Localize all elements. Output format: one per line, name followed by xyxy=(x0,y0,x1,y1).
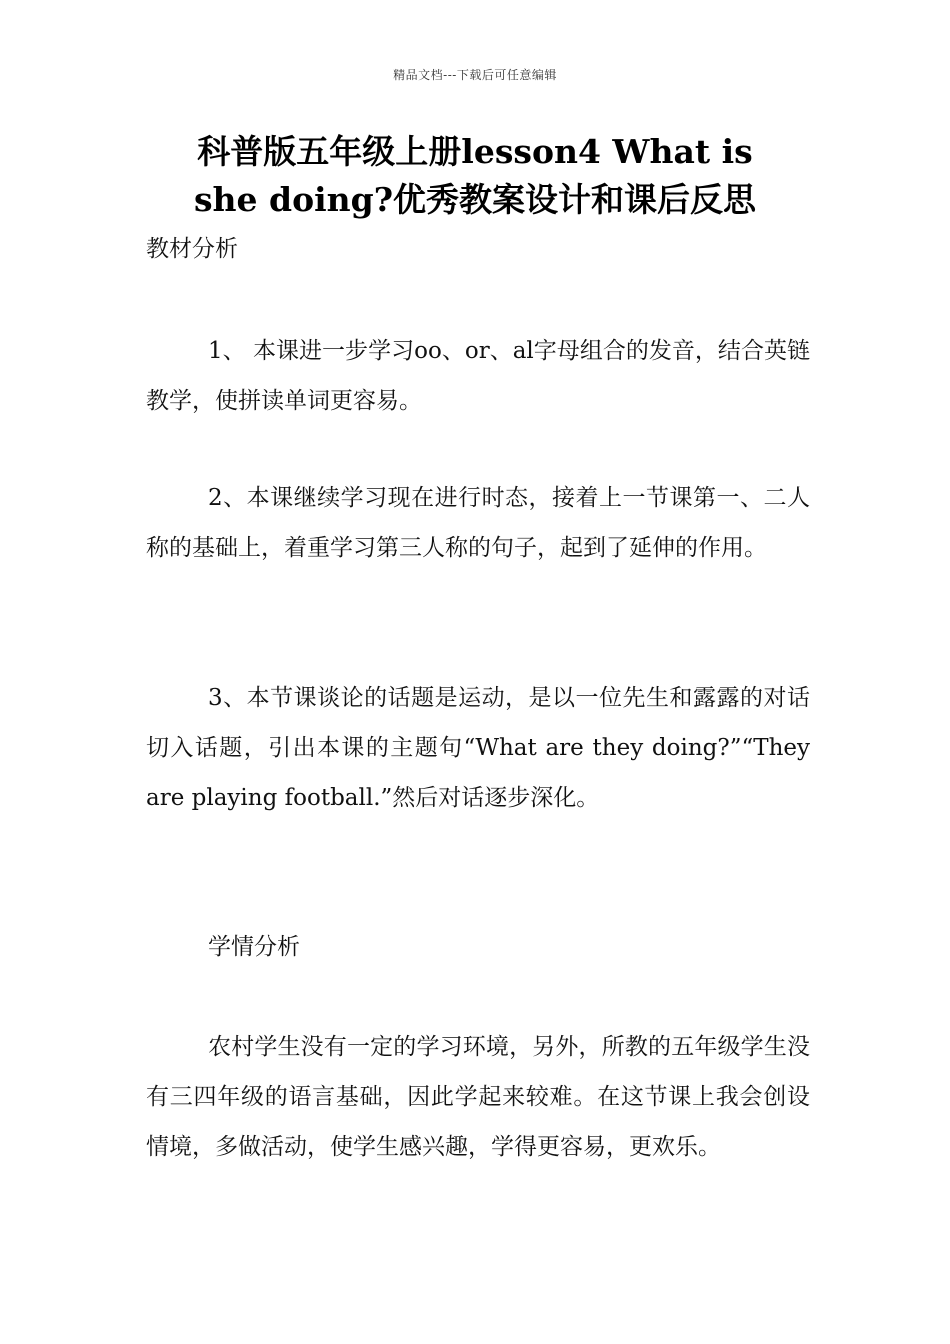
textbook-analysis-heading: 教材分析 xyxy=(146,236,238,262)
title-line-1: 科普版五年级上册lesson4 What is xyxy=(197,132,753,171)
header-note: 精品文档---下载后可任意编辑 xyxy=(393,68,557,82)
student-analysis-heading: 学情分析 xyxy=(208,934,300,960)
textbook-analysis-point-2: 2、本课继续学习现在进行时态，接着上一节课第一、二人称的基础上，着重学习第三人称的句子，起到了延伸的作用。 xyxy=(146,485,810,561)
textbook-analysis-point-3: 3、本节课谈论的话题是运动，是以一位先生和露露的对话切入话题，引出本课的主题句“What are they doing?”“They are playing football.”然后对话逐步深化。 xyxy=(146,685,810,811)
title-line-2: she doing?优秀教案设计和课后反思 xyxy=(193,180,757,219)
document-title xyxy=(120,128,830,224)
textbook-analysis-point-1: 1、 本课进一步学习oo、or、al字母组合的发音，结合英链教学，使拼读单词更容易。 xyxy=(146,338,810,414)
student-analysis-body: 农村学生没有一定的学习环境，另外，所教的五年级学生没有三四年级的语言基础，因此学起来较难。在这节课上我会创设情境，多做活动，使学生感兴趣，学得更容易，更欢乐。 xyxy=(146,1034,810,1160)
